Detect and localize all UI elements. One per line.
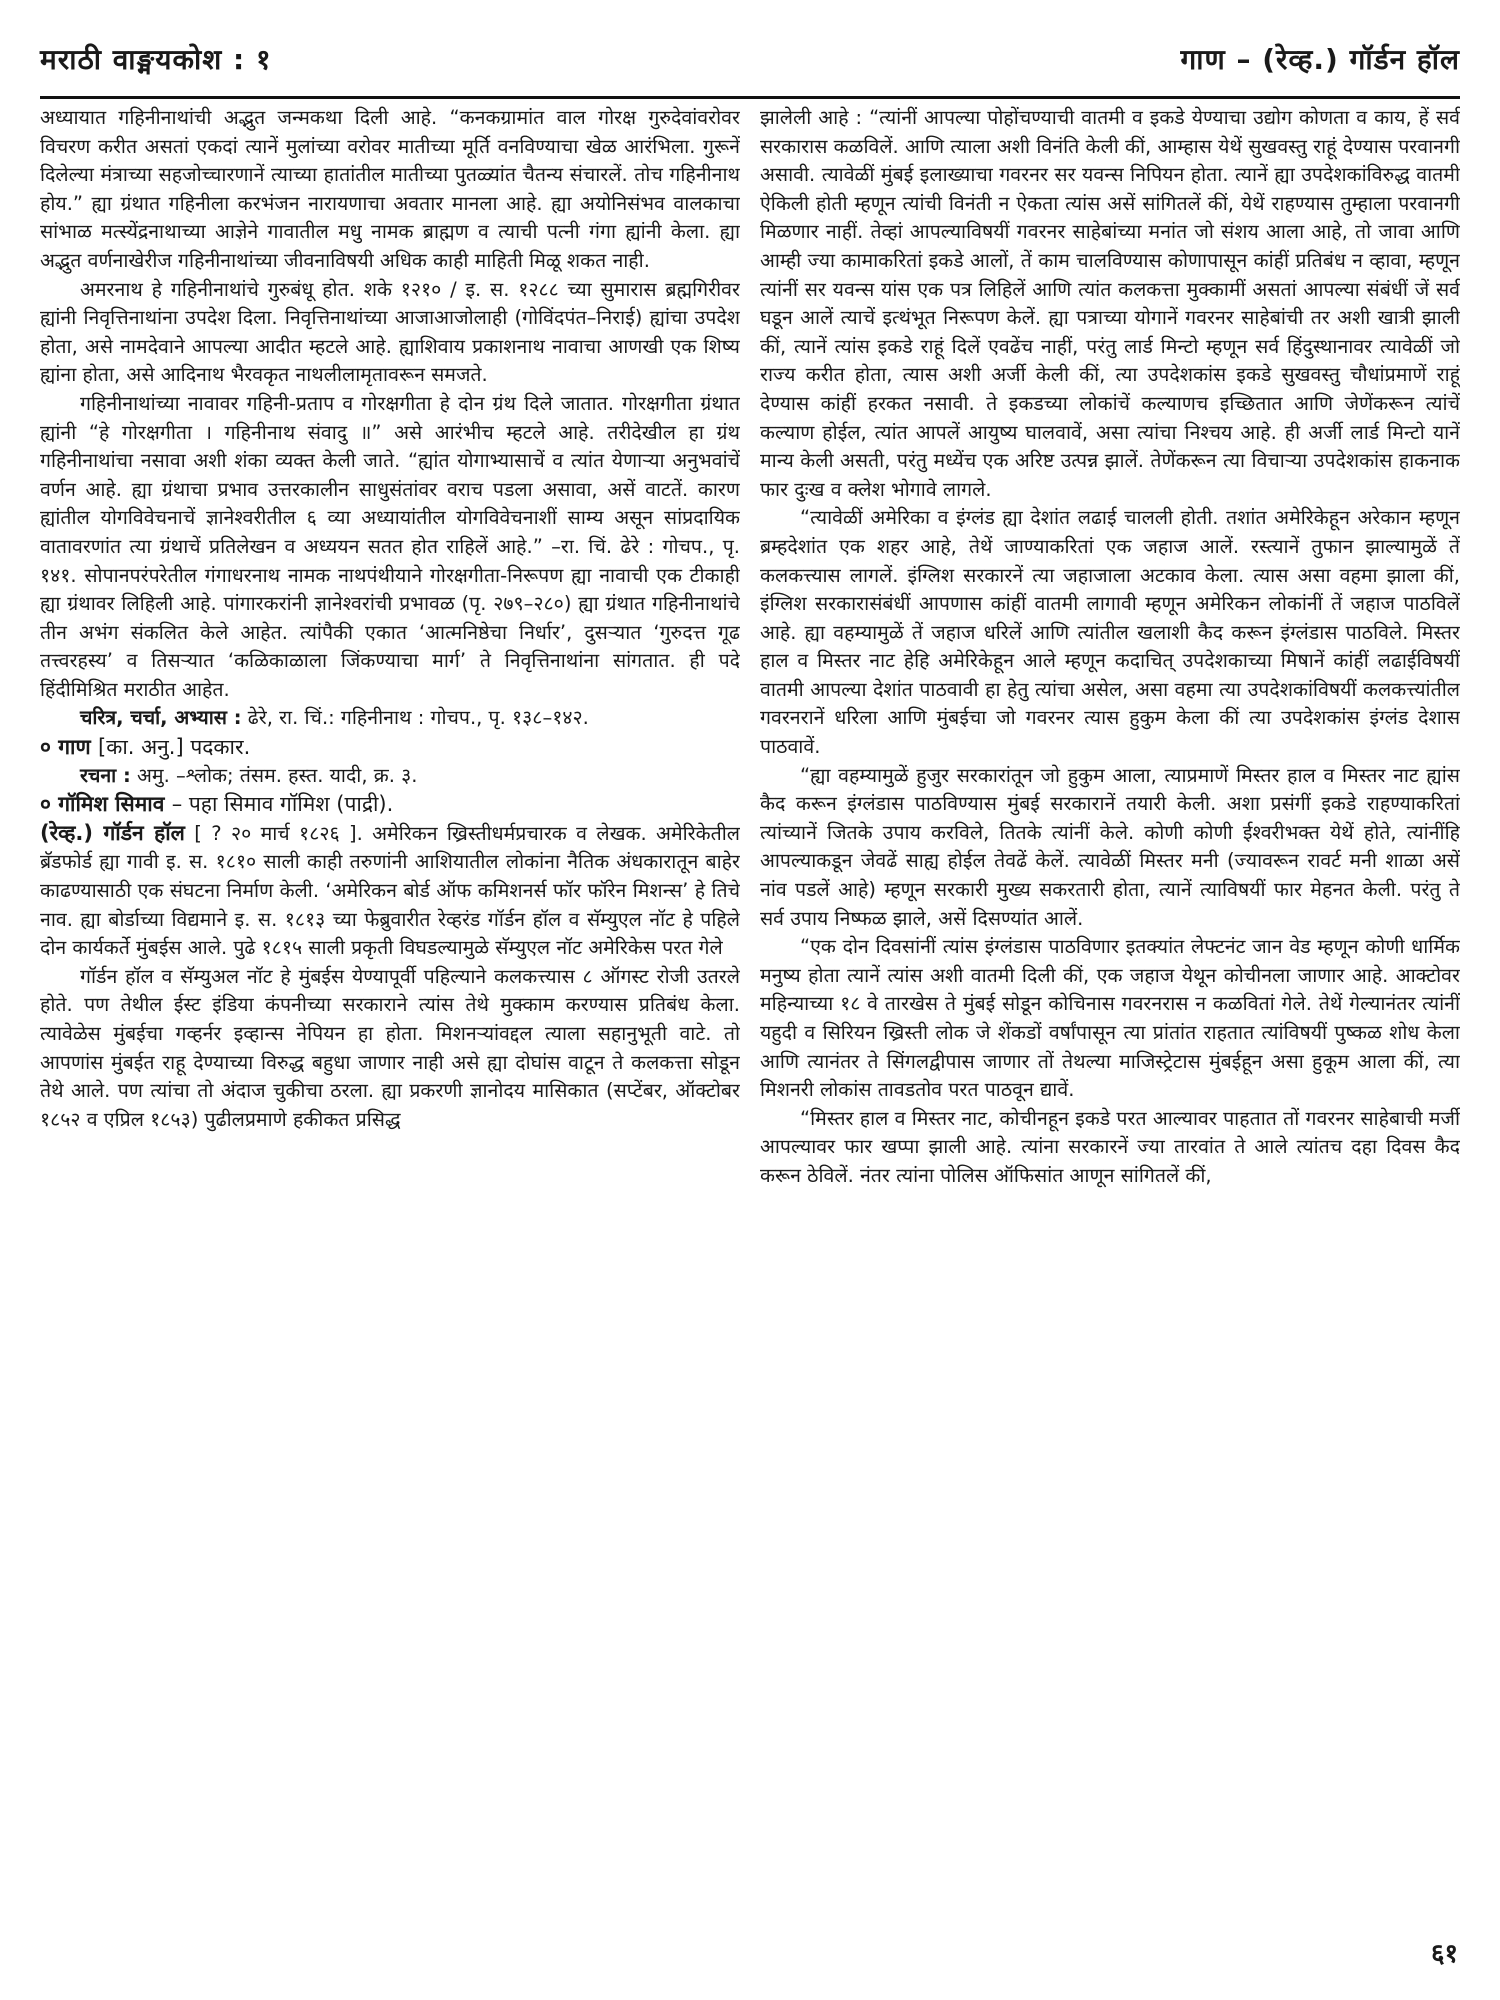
paragraph: गहिनीनाथांच्या नावावर गहिनी-प्रताप व गोरक्षगीता हे दोन ग्रंथ दिले जातात. गोरक्षगीता ग्रंथात ह्यांनी “हे गोरक्षगीता । गहिनीनाथ संवादु ॥” असे आरंभीच म्हटले आहे. तरीदेखील हा ग्रंथ गहिनीनाथांचा नसावा अशी शंका व्यक्त केली जाते. “ह्यांत योगाभ्यासाचें व त्यांत येणाऱ्या अनुभवांचें वर्णन आहे. ह्या ग्रंथाचा प्रभाव उत्तरकालीन साधुसंतांवर वराच पडला असावा, असें वाटतें. कारण ह्यांतील योगविवेचनाचें ज्ञानेश्वरीतील ६ व्या अध्यायांतील योगविवेचनाशीं साम्य असून सांप्रदायिक वातावरणांत त्या ग्रंथाचें प्रतिलेखन व अध्ययन सतत होत राहिलें आहे.” –रा. चिं. ढेरे : गोचप., पृ. १४१. सोपानपरंपरेतील गंगाधरनाथ नामक नाथपंथीयाने गोरक्षगीता-निरूपण ह्या नावाची एक टीकाही ह्या ग्रंथावर लिहिली आहे. पांगारकरांनी ज्ञानेश्वरांची प्रभावळ (पृ. २७९–२८०) ह्या ग्रंथात गहिनीनाथांचे तीन अभंग संकलित केले आहेत. त्यांपैकी एकात ‘आत्मनिष्ठेचा निर्धार’, दुसऱ्यात ‘गुरुदत्त गूढ तत्त्वरहस्य’ व तिसऱ्यात ‘कळिकाळाला जिंकण्याचा मार्ग’ ते निवृत्तिनाथांना सांगतात. ही पदे हिंदीमिश्रित मराठीत आहेत. xyxy=(40,391,740,701)
entry-title: (रेव्ह.) गॉर्डन हॉल xyxy=(40,820,185,845)
entry-gordon-hall xyxy=(40,819,740,963)
entry-title: ० गॉमिश सिमाव xyxy=(40,792,165,817)
running-header xyxy=(40,40,1460,94)
header-book-title: मराठी वाङ्मयकोश : १ xyxy=(40,43,272,76)
entry-title: ० गाण xyxy=(40,735,91,760)
entry-text: [का. अनु.] पदकार. xyxy=(98,735,251,760)
paragraph: “एक दोन दिवसांनीं त्यांस इंग्लंडास पाठविणार इतक्यांत लेफ्टनंट जान वेड म्हणून कोणी धार्मिक मनुष्य होता त्यानें त्यांस अशी वातमी दिली कीं, एक जहाज येथून कोचीनला जाणार आहे. आक्टोवर महिन्याच्या १८ वे तारखेस ते मुंबई सोडून कोचिनास गवरनरास न कळवितां गेले. तेथें गेल्यानंतर त्यांनीं यहुदी व सिरियन ख्रिस्ती लोक जे शेंकडों वर्षांपासून त्या प्रांतांत राहतात त्यांविषयीं पुष्कळ शोध केला आणि त्यानंतर ते सिंगलद्वीपास जाणार तों तेथल्या माजिस्ट्रेटास मुंबईहून असा हुकूम आला कीं, त्या मिशनरी लोकांस तावडतोव परत पाठवून द्यावें. xyxy=(760,935,1460,1102)
reference-text: ढेरे, रा. चिं.: गहिनीनाथ : गोचप., पृ. १३८–१४२. xyxy=(247,706,589,730)
reference-label: चरित्र, चर्चा, अभ्यास : xyxy=(80,706,242,730)
paragraph: “ह्या वहम्यामुळें हुजुर सरकारांतून जो हुकुम आला, त्याप्रमाणें मिस्तर हाल व मिस्तर नाट ह्यांस कैद करून इंग्लंडास पाठविण्यास मुंबई सरकारानें तयारी केली. अशा प्रसंगीं इकडे राहण्याकरितां त्यांच्यानें जितके उपाय करविले, तितके त्यांनीं केले. कोणी कोणी ईश्वरीभक्त येथें होते, त्यांनींहि आपल्याकडून जेवढें साह्य होईल तेवढें केलें. त्यावेळीं मिस्तर मनी (ज्यावरून रावर्ट मनी शाळा असें नांव पडलें आहे) म्हणून सरकारी मुख्य सकरतारी होता, त्यानें त्याविषयीं फार मेहनत केली. परंतु ते सर्व उपाय निष्फळ झाले, असें दिसण्यांत आलें. xyxy=(760,763,1460,930)
paragraph: गॉर्डन हॉल व सॅम्युअल नॉट हे मुंबईस येण्यापूर्वी पहिल्याने कलकत्त्यास ८ ऑगस्ट रोजी उतरले होते. पण तेथील ईस्ट इंडिया कंपनीच्या सरकाराने त्यांस तेथे मुक्काम करण्यास प्रतिबंध केला. त्यावेळेस मुंबईचा गव्हर्नर इव्हान्स नेपियन हा होता. मिशनऱ्यांवद्दल त्याला सहानुभूती वाटे. तो आपणांस मुंबईत राहू देण्याच्या विरुद्ध बहुधा जाणार नाही असे ह्या दोघांस वाटून ते कलकत्ता सोडून तेथे आले. पण त्यांचा तो अंदाज चुकीचा ठरला. ह्या प्रकरणी ज्ञानोदय मासिकात (सप्टेंबर, ऑक्टोबर १८५२ व एप्रिल १८५३) पुढीलप्रमाणे हकीकत प्रसिद्ध xyxy=(40,964,740,1131)
paragraph: “त्यावेळीं अमेरिका व इंग्लंड ह्या देशांत लढाई चालली होती. तशांत अमेरिकेहून अरेकान म्हणून ब्रम्हदेशांत एक शहर आहे, तेथें जाण्याकरितां एक जहाज आलें. रस्त्यानें तुफान झाल्यामुळें तें कलकत्त्यास लागलें. इंग्लिश सरकारनें त्या जहाजाला अटकाव केला. त्यास असा वहमा झाला कीं, इंग्लिश सरकारासंबंधीं आपणास कांहीं वातमी लागावी म्हणून अमेरिकन लोकांनीं तें जहाज पाठविलें आहे. ह्या वहम्यामुळें तें जहाज धरिलें आणि त्यांतील खलाशी कैद करून इंग्लंडास पाठविले. मिस्तर हाल व मिस्तर नाट हेहि अमेरिकेहून आले म्हणून कदाचित् उपदेशकाच्या मिषानें कांहीं लढाईविषयीं वातमी आपल्या देशांत पाठवावी हा हेतु त्यांचा असेल, असा वहमा त्या उपदेशकांविषयीं कलकत्त्यांतील गवरनरानें धरिला आणि मुंबईचा जो गवरनर त्यास हुकुम केला कीं त्या उपदेशकांस इंग्लंड देशास पाठवावें. xyxy=(760,506,1460,759)
left-column xyxy=(40,104,740,1954)
paragraph: अध्यायात गहिनीनाथांची अद्भुत जन्मकथा दिली आहे. “कनकग्रामांत वाल गोरक्ष गुरुदेवांवरोवर विचरण करीत असतां एकदां त्यानें मुलांच्या वरोवर मातीच्या मूर्ति वनविण्याचा खेळ आरंभिला. गुरूनें दिलेल्या मंत्राच्या सहजोच्चारणानें त्याच्या हातांतील मातीच्या पुतळ्यांत चैतन्य संचारलें. तोच गहिनीनाथ होय.” ह्या ग्रंथात गहिनीला करभंजन नारायणाचा अवतार मानला आहे. ह्या अयोनिसंभव वालकाचा सांभाळ मत्स्येंद्रनाथाच्या आज्ञेने गावातील मधु नामक ब्राह्मण व त्याची पत्नी गंगा ह्यांनी केला. ह्या अद्भुत वर्णनाखेरीज गहिनीनाथांच्या जीवनाविषयी अधिक काही माहिती मिळू शकत नाही. xyxy=(40,106,740,272)
entry-text: – पहा सिमाव गॉमिश (पाद्री). xyxy=(171,792,394,817)
entry-gaan xyxy=(40,733,740,762)
reference-line xyxy=(40,704,740,733)
paragraph: अमरनाथ हे गहिनीनाथांचे गुरुबंधू होत. शके १२१० / इ. स. १२८८ च्या सुमारास ब्रह्मगिरीवर ह्यांनी निवृत्तिनाथांना उपदेश दिला. निवृत्तिनाथांच्या आजाआजोलाही (गोविंदपंत–निराई) ह्यांचा उपदेश होता, असे नामदेवाने आपल्या आदीत म्हटले आहे. ह्याशिवाय प्रकाशनाथ नावाचा आणखी एक शिष्य ह्यांना होता, असे आदिनाथ भैरवकृत नाथलीलामृतावरून समजते. xyxy=(40,277,740,387)
right-column xyxy=(760,104,1460,1954)
paragraph: झालेली आहे : “त्यांनीं आपल्या पोहोंचण्याची वातमी व इकडे येण्याचा उद्योग कोणता व काय, हें सर्व सरकारास कळविलें. आणि त्याला अशी विनंति केली कीं, आम्हास येथें सुखवस्तु राहूं देण्यास परवानगी असावी. त्यावेळीं मुंबई इलाख्याचा गवरनर सर यवन्स निपियन होता. त्यानें ह्या उपदेशकांविरुद्ध वातमी ऐकिली होती म्हणून त्यांची विनंती न ऐकता त्यांस असें सांगितलें कीं, येथें राहण्यास तुम्हाला परवानगी मिळणार नाहीं. तेव्हां आपल्याविषयीं गवरनर साहेबांच्या मनांत जो संशय आला आहे, तो जावा आणि आम्ही ज्या कामाकरितां इकडे आलों, तें काम चालविण्यास कोणापासून कांहीं प्रतिबंध न व्हावा, म्हणून त्यांनीं सर यवन्स यांस एक पत्र लिहिलें आणि त्यांत कलकत्ता मुक्कामीं असतां आपल्या संबंधीं जें सर्व घडून आलें त्याचें इत्थंभूत निरूपण केलें. ह्या पत्राच्या योगानें गवरनर साहेबांची तर अशी खात्री झाली कीं, त्यानें त्यांस इकडे राहूं दिलें एवढेंच नाहीं, परंतु लार्ड मिन्टो म्हणून सर्व हिंदुस्थानावर त्यावेळीं जो राज्य करीत होता, त्यास अशी अर्जी केली कीं, त्या उपदेशकांस इकडे सुखवस्तु चौधांप्रमाणें राहूं देण्यास कांहीं हरकत नसावी. ते इकडच्या लोकांचें कल्याणच इच्छितात आणि जेणेंकरून त्यांचें कल्याण होईल, त्यांत आपलें आयुष्य घालवावें, असा त्यांचा निश्चय आहे. ही अर्जी लार्ड मिन्टो यानें मान्य केली असती, परंतु मध्येंच एक अरिष्ट उत्पन्न झालें. तेणेंकरून त्या विचाऱ्या उपदेशकांस हाकनाक फार दुःख व क्लेश भोगावे लागले. xyxy=(760,106,1460,501)
entry-gomish xyxy=(40,790,740,819)
reference-text: अमु. –श्लोक; तंसम. हस्त. यादी, क्र. ३. xyxy=(137,763,418,787)
entry-text: [ ? २० मार्च १८२६ ]. अमेरिकन ख्रिस्तीधर्मप्रचारक व लेखक. अमेरिकेतील ब्रॅडफोर्ड ह्या गावी इ. स. १८१० साली काही तरुणांनी आशियातील लोकांना नैतिक अंधकारातून बाहेर काढण्यासाठी एक संघटना निर्माण केली. ‘अमेरिकन बोर्ड ऑफ कमिशनर्स फॉर फॉरेन मिशन्स’ हे तिचे नाव. ह्या बोर्डाच्या विद्यमाने इ. स. १८१३ च्या फेब्रुवारीत रेव्हरंड गॉर्डन हॉल व सॅम्युएल नॉट हे पहिले दोन कार्यकर्ते मुंबईस आले. पुढे १८१५ साली प्रकृती विघडल्यामुळे सॅम्युएल नॉट अमेरिकेस परत गेले xyxy=(40,821,740,960)
reference-line xyxy=(40,762,740,791)
paragraph: “मिस्तर हाल व मिस्तर नाट, कोचीनहून इकडे परत आल्यावर पाहतात तों गवरनर साहेबाची मर्जी आपल्यावर फार खप्पा झाली आहे. त्यांना सरकारनें ज्या तारवांत ते आले त्यांतच दहा दिवस कैद करून ठेविलें. नंतर त्यांना पोलिस ऑफिसांत आणून सांगितलें कीं, xyxy=(760,1106,1460,1187)
header-rule xyxy=(40,96,1460,99)
header-entry-range: गाण – (रेव्ह.) गॉर्डन हॉल xyxy=(1180,43,1460,76)
page-number: ६१ xyxy=(1430,1939,1458,1969)
reference-label: रचना : xyxy=(80,763,131,787)
